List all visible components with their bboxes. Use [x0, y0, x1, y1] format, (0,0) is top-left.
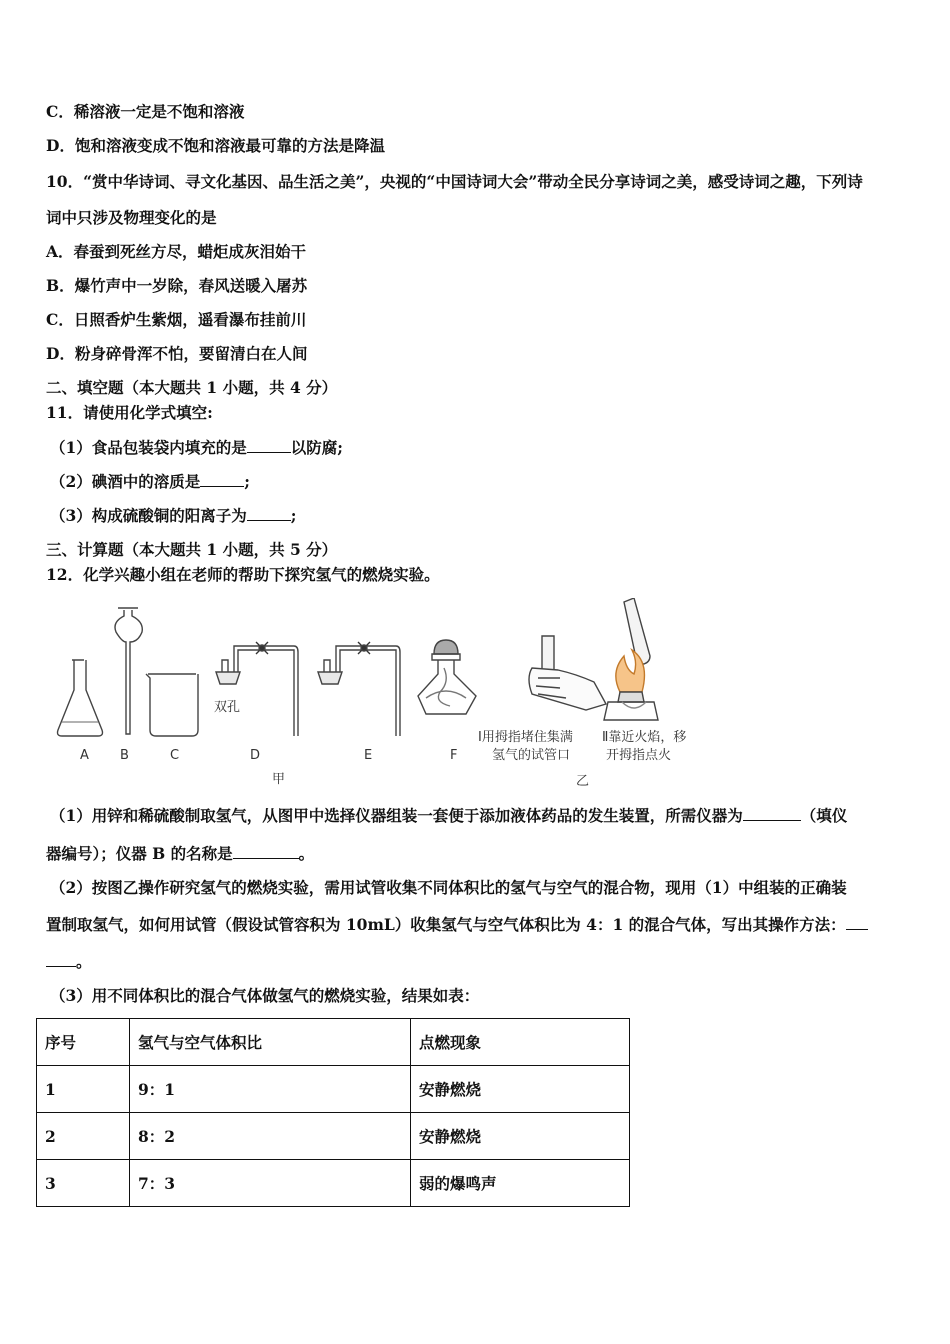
table-row: [37, 1160, 630, 1207]
option-c: C．稀溶液一定是不饱和溶液: [46, 102, 245, 121]
answer-blank[interactable]: [743, 806, 801, 821]
question-12: 12．化学兴趣小组在老师的帮助下探究氢气的燃烧实验。: [46, 565, 440, 584]
table-cell: 安静燃烧: [411, 1113, 630, 1160]
q11-part2: [50, 472, 250, 492]
q11-part1: [50, 438, 343, 458]
q10-option-c: C．日照香炉生紫烟，遥看瀑布挂前川: [46, 310, 307, 329]
label-a: A: [80, 748, 89, 763]
q12-part1-text2: 器编号）；仪器 B 的名称是: [46, 844, 233, 863]
table-cell: 7：3: [130, 1160, 411, 1207]
table-cell: 弱的爆鸣声: [411, 1160, 630, 1207]
q11-part2-text: （2）碘酒中的溶质是: [50, 472, 201, 491]
label-yi: 乙: [576, 774, 590, 789]
q12-part3: （3）用不同体积比的混合气体做氢气的燃烧实验，结果如表：: [50, 986, 480, 1005]
table-cell: 9：1: [130, 1066, 411, 1113]
q12-part1-end: 。: [298, 844, 315, 863]
q12-part1-tail: （填仪: [800, 806, 848, 825]
q11-part3: [50, 506, 297, 526]
q11-part2-tail: ;: [244, 472, 251, 491]
table-cell: 8：2: [130, 1113, 411, 1160]
label-jia: 甲: [272, 772, 286, 787]
step-1-caption-line2: 氢气的试管口: [492, 748, 571, 763]
table-row: [37, 1113, 630, 1160]
option-d: D．饱和溶液变成不饱和溶液最可靠的方法是降温: [46, 136, 385, 155]
answer-blank[interactable]: [233, 844, 299, 859]
answer-blank[interactable]: [247, 438, 291, 453]
q12-part2-end: 。: [76, 952, 92, 971]
table-cell: 1: [37, 1066, 130, 1113]
alcohol-lamp-f: [418, 640, 476, 714]
step-2-caption-line2: 开拇指点火: [606, 748, 672, 763]
table-cell: 安静燃烧: [411, 1066, 630, 1113]
q10-option-b: B．爆竹声中一岁除，春风送暖入屠苏: [46, 276, 308, 295]
q12-part2-line1: （2）按图乙操作研究氢气的燃烧实验，需用试管收集不同体积比的氢气与空气的混合物，现用（1）中组装的正确装: [50, 878, 847, 897]
step-1-caption-line1: Ⅰ用拇指堵住集满: [478, 730, 573, 745]
table-header: 点燃现象: [411, 1019, 630, 1066]
apparatus-drawing: [46, 598, 726, 794]
apparatus-figure: [46, 598, 726, 794]
beaker-c: [146, 674, 198, 736]
answer-blank[interactable]: [46, 952, 76, 967]
section-2-heading: 二、填空题（本大题共 1 小题，共 4 分）: [46, 378, 338, 397]
answer-blank[interactable]: [846, 915, 868, 930]
answer-blank[interactable]: [200, 472, 244, 487]
q11-part1-text: （1）食品包装袋内填充的是: [50, 438, 247, 457]
label-f: F: [450, 748, 458, 763]
q12-part1-line2: [46, 844, 314, 864]
q12-part2-text: 置制取氢气，如何用试管（假设试管容积为 10mL）收集氢气与空气体积比为 4：1 的混合气体，写出其操作方法：: [46, 915, 846, 934]
q11-part3-text: （3）构成硫酸铜的阳离子为: [50, 506, 247, 525]
hand-test-tube: [529, 636, 606, 710]
table-header-row: [37, 1019, 630, 1066]
q12-part2-line3: [46, 952, 92, 972]
results-table: [36, 1018, 630, 1207]
label-c: C: [170, 748, 180, 763]
section-3-heading: 三、计算题（本大题共 1 小题，共 5 分）: [46, 540, 338, 559]
table-header: 序号: [37, 1019, 130, 1066]
q12-part1-line1: [50, 806, 847, 826]
table-header: 氢气与空气体积比: [130, 1019, 411, 1066]
long-neck-funnel-b: [115, 608, 142, 734]
label-b: B: [120, 748, 129, 763]
tube-over-flame: [604, 598, 658, 720]
table-cell: 2: [37, 1113, 130, 1160]
label-d: D: [250, 748, 261, 763]
stopper-tube-e: [318, 642, 400, 736]
question-10-line2: 词中只涉及物理变化的是: [46, 208, 217, 227]
label-shuangkong: 双孔: [214, 700, 241, 715]
table-cell: 3: [37, 1160, 130, 1207]
q12-part2-line2: [46, 915, 868, 935]
label-e: E: [364, 748, 373, 763]
answer-blank[interactable]: [247, 506, 291, 521]
q10-option-a: A．春蚕到死丝方尽，蜡炬成灰泪始干: [46, 242, 307, 261]
conical-flask-a: [58, 660, 103, 736]
q10-option-d: D．粉身碎骨浑不怕，要留清白在人间: [46, 344, 308, 363]
q12-part1-text: （1）用锌和稀硫酸制取氢气，从图甲中选择仪器组装一套便于添加液体药品的发生装置，所需仪器为: [50, 806, 743, 825]
question-11: 11．请使用化学式填空:: [46, 403, 213, 422]
q11-part1-tail: 以防腐;: [290, 438, 344, 457]
q11-part3-tail: ;: [290, 506, 297, 525]
step-2-caption-line1: Ⅱ靠近火焰，移: [602, 730, 687, 745]
question-10-line1: 10．“赏中华诗词、寻文化基因、品生活之美”，央视的“中国诗词大会”带动全民分享诗词之美，感受诗词之趣，下列诗: [46, 172, 863, 191]
table-row: [37, 1066, 630, 1113]
stopper-tube-d: [216, 642, 298, 736]
